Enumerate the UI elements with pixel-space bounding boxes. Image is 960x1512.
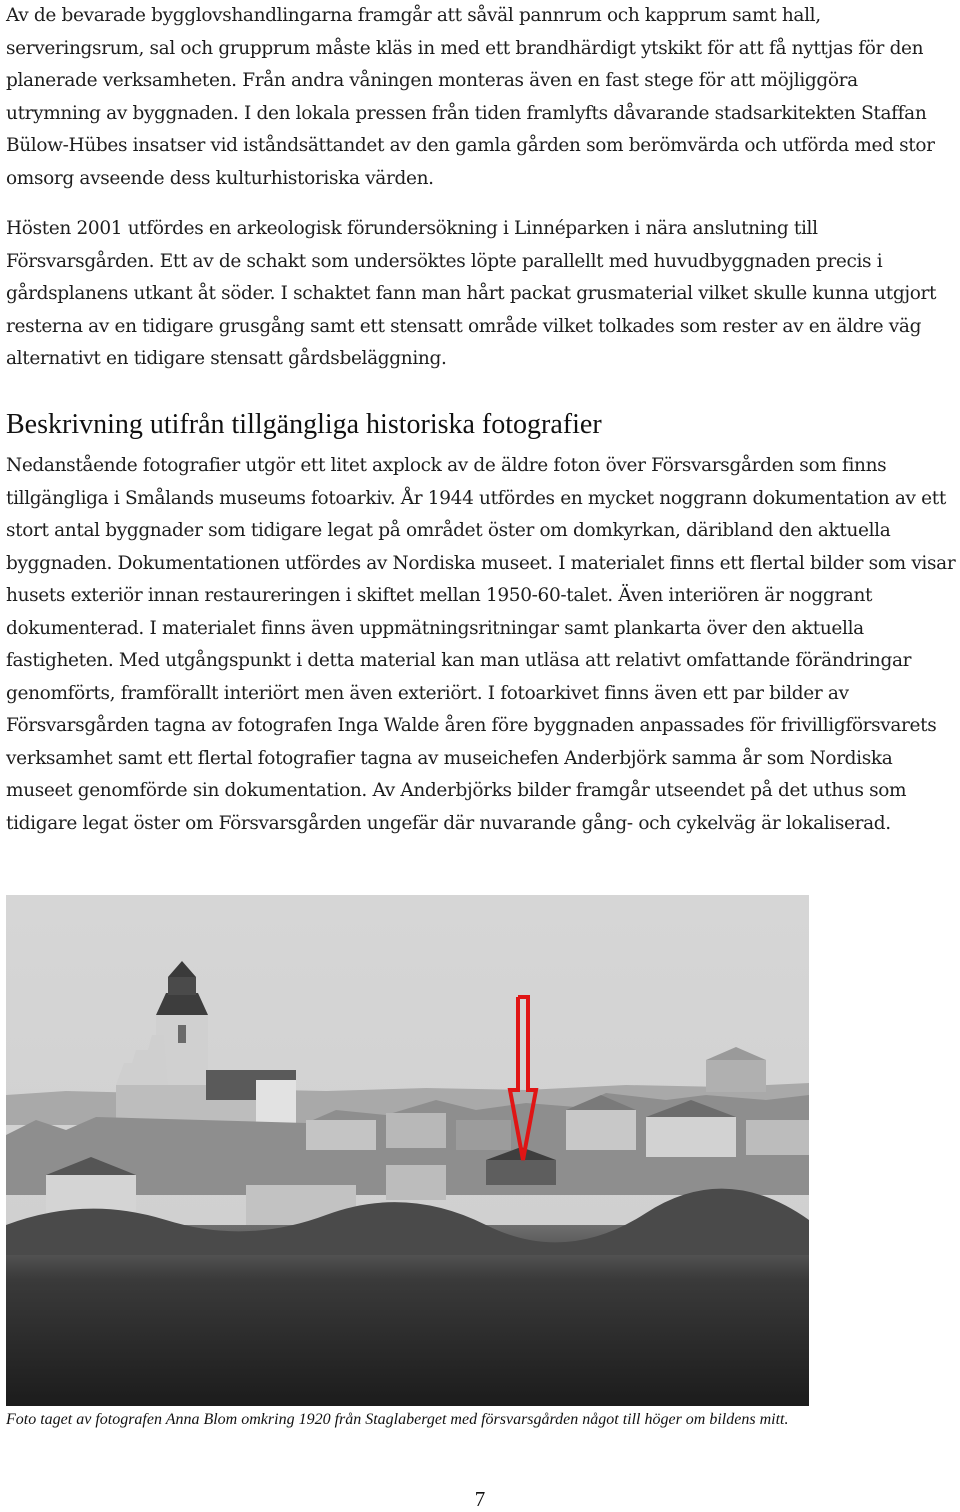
town-panorama-image xyxy=(6,895,809,1406)
historic-photograph xyxy=(6,895,809,1406)
paragraph-excavation: Hösten 2001 utfördes en arkeologisk förundersökning i Linnéparken i nära anslutning till Försvarsgården. Ett av de schakt som undersöktes löpte parallellt med huvudbyggnaden precis i gårdsplanens utkant åt söder. I schaktet fann man hårt packat grusmaterial vilket skulle kunna utgjort resterna av en tidigare grusgång samt ett stensatt område vilket tolkades som rester av en äldre väg alternativt en tidigare stensatt gårdsbeläggning. xyxy=(6,218,937,369)
paragraph-photos: Nedanstående fotografier utgör ett litet axplock av de äldre foton över Försvarsgården som finns tillgängliga i Smålands museums fotoarkiv. År 1944 utfördes en mycket noggrann dokumentation av ett stort antal byggnader som tidigare legat på området öster om domkyrkan, däribland den aktuella byggnaden. Dokumentationen utfördes av Nordiska museet. I materialet finns ett flertal bilder som visar husets exteriör innan restaureringen i skiftet mellan 1950-60-talet. Även interiören är noggrant dokumenterad. I materialet finns även uppmätningsritningar samt plankarta över den aktuella fastigheten. Med utgångspunkt i detta material kan man utläsa att relativt omfattande förändringar genomförts, framförallt interiört men även exteriört. I fotoarkivet finns även ett par bilder av Försvarsgården tagna av fotografen Inga Walde åren före byggnaden anpassades för frivilligförsvarets verksamhet samt ett flertal fotografier tagna av museichefen Anderbjörk samma år som Nordiska museet genomförde sin dokumentation. Av Anderbjörks bilder framgår utseendet på det uthus som tidigare legat öster om Försvarsgården ungefär där nuvarande gång- och cykelväg är lokaliserad. xyxy=(6,455,956,834)
page-number: 7 xyxy=(474,1487,486,1511)
photo-caption: Foto taget av fotografen Anna Blom omkring 1920 från Staglaberget med försvarsgården något till höger om bildens mitt. xyxy=(6,1411,789,1428)
paragraph-intro: Av de bevarade bygglovshandlingarna framgår att såväl pannrum och kapprum samt hall, serveringsrum, sal och grupprum måste kläs in med ett brandhärdigt ytskikt för att få nyttjas för den planerade verksamheten. Från andra våningen monteras även en fast stege för att möjliggöra utrymning av byggnaden. I den lokala pressen från tiden framlyfts dåvarande stadsarkitekten Staffan Bülow-Hübes insatser vid iståndsättandet av den gamla gården som berömvärda och utförda med stor omsorg avseende dess kulturhistoriska värden. xyxy=(6,5,935,189)
section-heading: Beskrivning utifrån tillgängliga historiska fotografier xyxy=(6,409,602,440)
